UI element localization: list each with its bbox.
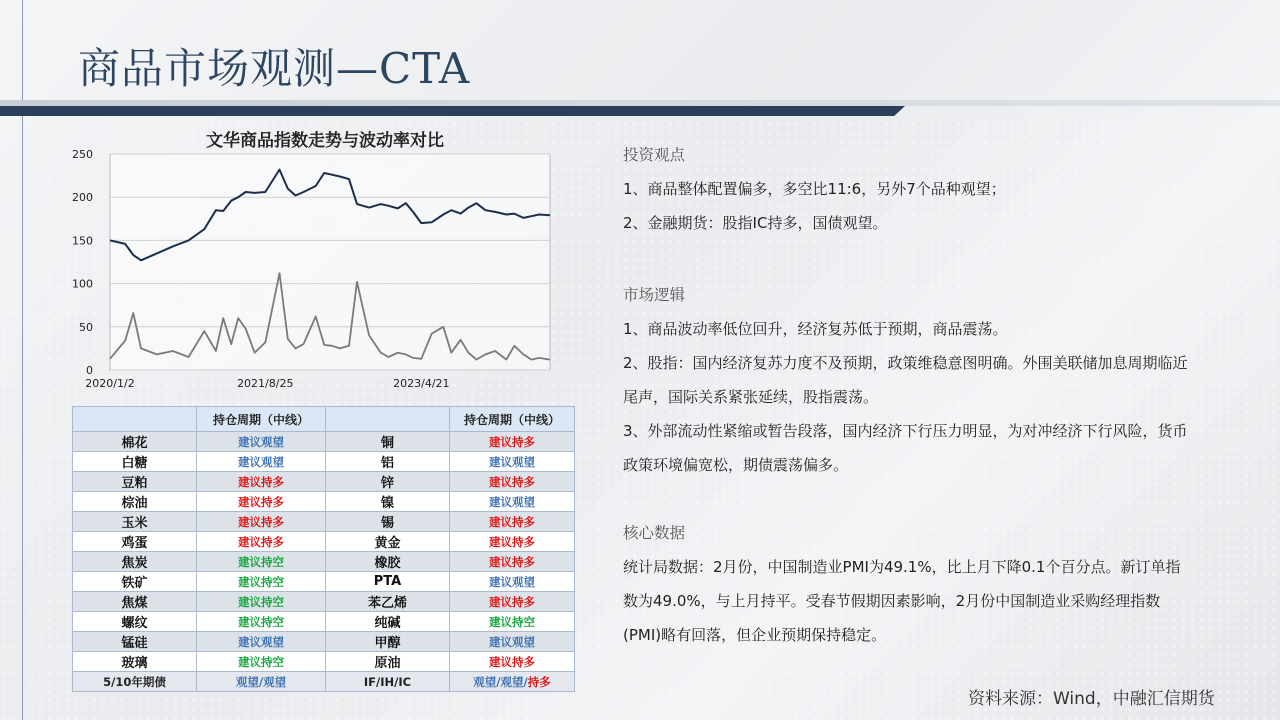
commodity-name: 铝 [326,452,450,472]
position-advice: 建议持多 [450,592,575,612]
commodity-name: 豆粕 [73,472,197,492]
x-tick-label: 2020/1/2 [85,377,135,390]
investment-view-point-2: 2、金融期货：股指IC持多，国债观望。 [623,214,888,232]
core-data-section [623,516,1193,652]
table-header-right: 持仓周期（中线） [450,407,575,432]
position-advice: 建议持空 [197,572,326,592]
advice-separator: / [258,674,264,689]
commodity-name: 铜 [326,432,450,452]
position-advice: 建议持多 [197,532,326,552]
x-tick-label: 2021/8/25 [237,377,294,390]
y-tick-label: 200 [72,191,93,205]
table-row [73,632,575,652]
table-row [73,592,575,612]
index-futures-advice [450,672,575,692]
commodity-name: PTA [326,572,450,592]
position-advice: 建议观望 [197,452,326,472]
index-futures-name: IF/IH/IC [326,672,450,692]
ic-advice: 持多 [527,674,551,689]
commodity-name: 原油 [326,652,450,672]
commodity-name: 纯碱 [326,612,450,632]
position-advice: 建议观望 [197,632,326,652]
page-title: 商品市场观测—CTA [78,44,471,93]
market-logic-point-3: 3、外部流动性紧缩或暂告段落，国内经济下行压力明显，为对冲经济下行风险，货币政策环境偏宽松，期债震荡偏多。 [623,422,1188,474]
table-row [73,652,575,672]
position-advice: 建议持多 [450,432,575,452]
commodity-name: 螺纹 [73,612,197,632]
advice-separator: / [496,674,501,689]
y-tick-label: 150 [72,234,93,248]
commodity-name: 棉花 [73,432,197,452]
position-advice: 建议持空 [197,552,326,572]
bond-10y-advice: 观望 [263,674,287,689]
data-source-note: 资料来源：Wind，中融汇信期货 [968,689,1215,709]
bond-futures-name: 5/10年期债 [73,672,197,692]
position-advice: 建议持多 [450,552,575,572]
advice-separator: / [523,674,528,689]
position-advice: 建议持空 [197,592,326,612]
investment-view-point-1: 1、商品整体配置偏多，多空比11:6，另外7个品种观望； [623,180,1006,198]
bond-5y-advice: 观望 [235,674,259,689]
core-data-text: 统计局数据：2月份，中国制造业PMI为49.1%，比上月下降0.1个百分点。新订单指数为49.0%，与上月持平。受春节假期因素影响，2月份中国制造业采购经理指数(PMI)略有回落，但企业预期保持稳定。 [623,558,1181,644]
commodity-name: 焦炭 [73,552,197,572]
section-heading-investment-view: 投资观点 [623,146,686,164]
position-table [72,406,575,692]
section-heading-core-data: 核心数据 [623,524,686,542]
market-logic-point-1: 1、商品波动率低位回升，经济复苏低于预期，商品震荡。 [623,320,1008,338]
commodity-name: 镍 [326,492,450,512]
market-logic-point-2: 2、股指：国内经济复苏力度不及预期，政策维稳意图明确。外围美联储加息周期临近尾声，国际关系紧张延续，股指震荡。 [623,354,1188,406]
position-advice: 建议观望 [450,492,575,512]
section-heading-market-logic: 市场逻辑 [623,286,686,304]
table-row [73,472,575,492]
position-advice: 建议持多 [450,532,575,552]
table-header-row [73,407,575,432]
position-advice: 建议观望 [450,452,575,472]
y-tick-label: 0 [86,364,93,377]
plot-area [110,154,550,370]
ih-advice: 观望 [500,674,524,689]
table-header-left: 持仓周期（中线） [197,407,326,432]
position-advice: 建议持空 [197,652,326,672]
y-tick-label: 100 [72,277,93,291]
market-logic-section [623,278,1193,482]
table-row [73,532,575,552]
commodity-name: 锰硅 [73,632,197,652]
commodity-index-volatility-chart [70,144,560,394]
position-advice: 建议持多 [450,472,575,492]
position-advice: 建议持多 [450,652,575,672]
y-tick-label: 250 [72,148,93,161]
position-advice: 建议持多 [450,512,575,532]
commodity-name: 甲醇 [326,632,450,652]
table-row [73,452,575,472]
commodity-name: 焦煤 [73,592,197,612]
position-advice: 建议持空 [197,612,326,632]
commodity-name: 橡胶 [326,552,450,572]
commodity-name: 铁矿 [73,572,197,592]
position-advice: 建议持多 [197,512,326,532]
x-tick-label: 2023/4/21 [393,377,450,390]
position-advice: 建议观望 [450,572,575,592]
position-advice: 建议持多 [197,472,326,492]
commodity-name: 鸡蛋 [73,532,197,552]
header-band-light [0,100,1280,106]
position-advice: 建议观望 [197,432,326,452]
table-row [73,512,575,532]
position-advice: 建议持多 [197,492,326,512]
commodity-name: 白糖 [73,452,197,472]
chart-title: 文华商品指数走势与波动率对比 [206,131,444,151]
commodity-name: 锌 [326,472,450,492]
position-advice: 建议持空 [450,612,575,632]
commodity-name: 玻璃 [73,652,197,672]
bond-futures-advice [197,672,326,692]
table-row [73,572,575,592]
investment-view-section [623,138,1193,240]
table-row [73,552,575,572]
position-advice: 建议观望 [450,632,575,652]
commodity-name: 棕油 [73,492,197,512]
commodity-name: 玉米 [73,512,197,532]
table-row [73,432,575,452]
table-footer-row [73,672,575,692]
table-row [73,612,575,632]
header-band-dark [0,106,905,116]
commodity-name: 苯乙烯 [326,592,450,612]
table-row [73,492,575,512]
if-advice: 观望 [473,674,497,689]
commodity-name: 黄金 [326,532,450,552]
commodity-name: 锡 [326,512,450,532]
y-tick-label: 50 [79,320,93,334]
